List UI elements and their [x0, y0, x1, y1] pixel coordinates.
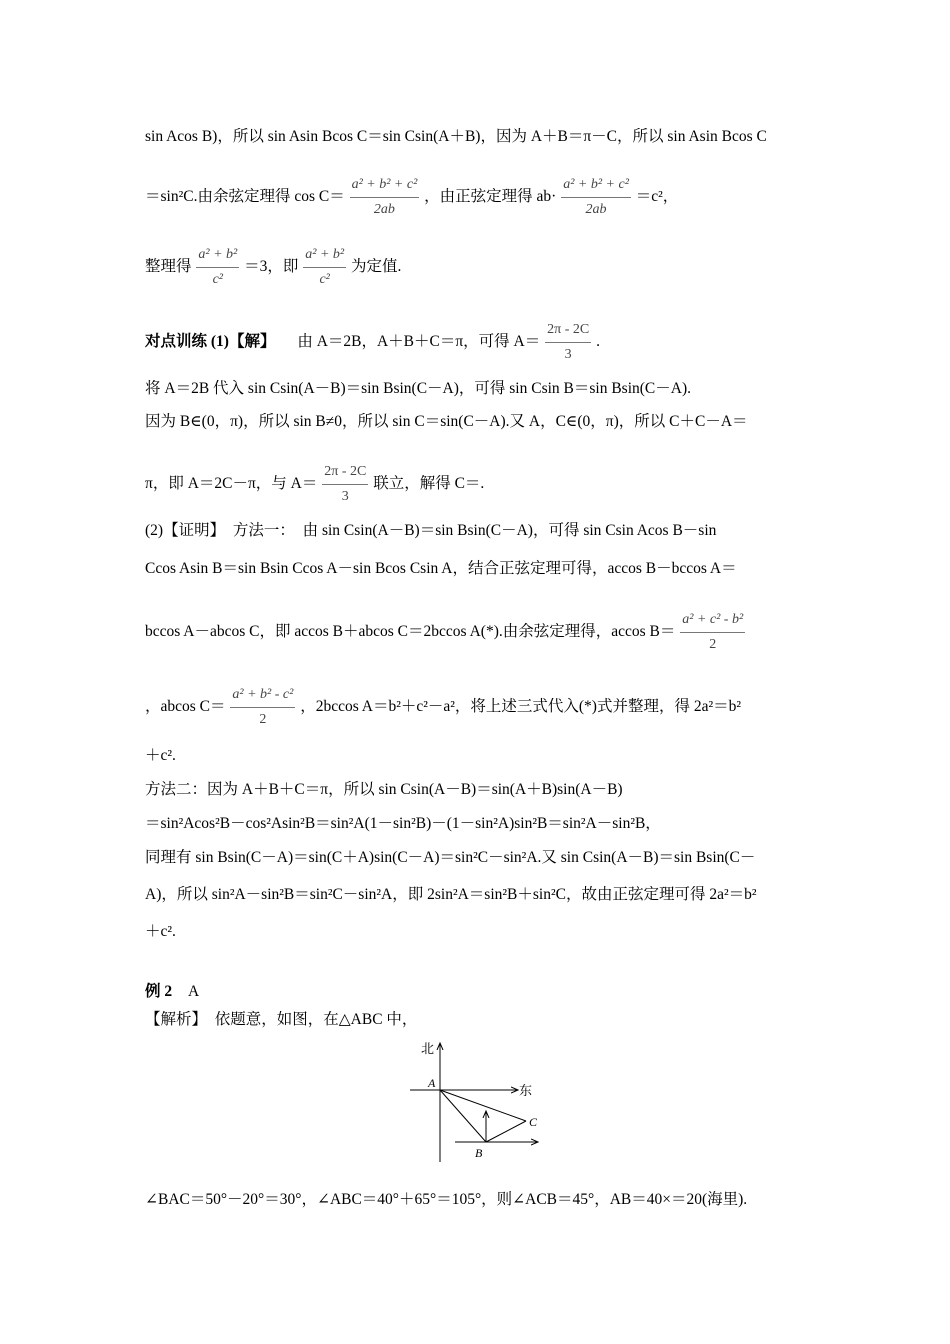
- cos-c-numerator: a² + b² + c²: [350, 175, 420, 198]
- text-line-20: [145, 1190, 747, 1210]
- line-7-part-b: 联立，解得 C＝.: [373, 475, 485, 493]
- ratio-fraction-2: [303, 245, 346, 290]
- text-line-6: [145, 412, 806, 432]
- line-17-text: ＋c².: [145, 923, 176, 940]
- text-line-12: [145, 746, 176, 766]
- ab-fraction: [561, 175, 631, 220]
- line-2-part-b: ，由正弦定理得 ab·: [424, 188, 557, 206]
- text-line-8: [145, 521, 806, 541]
- ratio-2-denominator: c²: [319, 272, 330, 287]
- text-line-1: [145, 127, 806, 147]
- point-b-label: B: [475, 1146, 483, 1160]
- line-2-part-a: ＝sin²C.由余弦定理得 cos C＝: [145, 188, 345, 206]
- navigation-figure: [400, 1035, 560, 1170]
- side-ac: [440, 1090, 526, 1121]
- a-value-fraction-1: [545, 320, 591, 365]
- line-7-part-a: π，即 A＝2C－π，与 A＝: [145, 475, 318, 493]
- a-value-2-numerator: 2π - 2C: [322, 462, 368, 485]
- example-2-heading: 例 2: [145, 983, 173, 1000]
- line-13-text: 方法二：因为 A＋B＋C＝π，所以 sin Csin(A－B)＝sin(A＋B)sin(A－B): [145, 781, 623, 798]
- text-line-7: [145, 462, 484, 507]
- example-2-answer: A: [188, 983, 200, 1000]
- a-value-1-denominator: 3: [564, 347, 572, 362]
- abcos-c-fraction: [230, 685, 295, 730]
- ab-denominator: 2ab: [585, 202, 607, 217]
- text-line-2: [145, 175, 678, 220]
- line-19-text: 【解析】 依题意，如图，在△ABC 中，: [145, 1011, 418, 1028]
- line-12-text: ＋c².: [145, 747, 176, 764]
- cos-c-denominator: 2ab: [373, 202, 395, 217]
- text-line-17: [145, 922, 176, 942]
- line-3-part-b: ＝3，即: [244, 258, 299, 276]
- text-line-16: [145, 885, 806, 905]
- east-label: 东: [519, 1083, 533, 1098]
- line-1-text: sin Acos B)，所以 sin Asin Bcos C＝sin Csin(A＋B)，因为 A＋B＝π－C，所以 sin Asin Bcos C: [145, 128, 767, 145]
- line-3-part-c: 为定值.: [350, 258, 402, 276]
- line-9-text: Ccos Asin B＝sin Bsin Ccos A－sin Bcos Csin A，结合正弦定理可得，accos B－bccos A＝: [145, 560, 737, 577]
- text-line-3: [145, 245, 401, 290]
- point-a-label: A: [428, 1076, 436, 1090]
- line-8-text: (2)【证明】 方法一： 由 sin Csin(A－B)＝sin Bsin(C－A)，可得 sin Csin Acos B－sin: [145, 522, 717, 539]
- text-line-10: [145, 610, 746, 655]
- text-line-15: [145, 848, 806, 868]
- abcos-c-denominator: 2: [259, 712, 267, 727]
- a-value-fraction-2: [322, 462, 368, 507]
- line-10-text: bccos A－abcos C，即 accos B＋abcos C＝2bccos A(*).由余弦定理得，accos B＝: [145, 623, 676, 641]
- point-c-label: C: [529, 1115, 538, 1129]
- abcos-c-numerator: a² + b² - c²: [230, 685, 295, 708]
- ratio-2-numerator: a² + b²: [303, 245, 346, 268]
- text-line-14: [145, 814, 661, 834]
- line-16-text: A)，所以 sin²A－sin²B＝sin²C－sin²A，即 2sin²A＝sin²B＋sin²C，故由正弦定理可得 2a²＝b²: [145, 886, 757, 903]
- line-3-part-a: 整理得: [145, 258, 192, 276]
- ratio-1-numerator: a² + b²: [196, 245, 239, 268]
- north-label: 北: [421, 1041, 435, 1056]
- side-bc: [486, 1121, 526, 1142]
- ratio-1-denominator: c²: [212, 272, 224, 287]
- a-value-2-denominator: 3: [341, 489, 349, 504]
- line-11-part-b: ，2bccos A＝b²＋c²－a²，将上述三式代入(*)式并整理，得 2a²＝b²: [300, 698, 742, 716]
- line-15-text: 同理有 sin Bsin(C－A)＝sin(C＋A)sin(C－A)＝sin²C－sin²A.又 sin Csin(A－B)＝sin Bsin(C－: [145, 849, 756, 866]
- text-line-5: [145, 379, 691, 399]
- text-line-9: [145, 559, 806, 579]
- section-heading-practice: 对点训练 (1)【解】: [145, 333, 276, 351]
- accos-b-numerator: a² + c² - b²: [680, 610, 745, 633]
- text-line-4: 对点训练 (1)【解】 由 A＝2B，A＋B＋C＝π，可得 A＝ $\frac{2\pi - 2C}{3}$ .: [145, 320, 600, 365]
- line-5-text: 将 A＝2B 代入 sin Csin(A－B)＝sin Bsin(C－A)，可得 sin Csin B＝sin Bsin(C－A).: [145, 380, 691, 397]
- line-6-text: 因为 B∈(0，π)，所以 sin B≠0，所以 sin C＝sin(C－A).又 A，C∈(0，π)，所以 C＋C－A＝: [145, 413, 748, 430]
- line-11-part-a: ，abcos C＝: [145, 698, 226, 716]
- line-4-part-b: 由 A＝2B，A＋B＋C＝π，可得 A＝: [297, 333, 541, 351]
- a-value-1-numerator: 2π - 2C: [545, 320, 591, 343]
- text-line-19: [145, 1010, 417, 1030]
- text-line-13: [145, 780, 623, 800]
- line-20-text: ∠BAC＝50°－20°＝30°，∠ABC＝40°＋65°＝105°，则∠ACB＝45°，AB＝40×＝20(海里).: [145, 1191, 748, 1208]
- text-line-11: [145, 685, 741, 730]
- cos-c-fraction: [350, 175, 420, 220]
- line-14-text: ＝sin²Acos²B－cos²Asin²B＝sin²A(1－sin²B)－(1－sin²A)sin²B＝sin²A－sin²B，: [145, 815, 661, 832]
- ratio-fraction-1: [196, 245, 239, 290]
- accos-b-denominator: 2: [709, 637, 717, 652]
- ab-numerator: a² + b² + c²: [561, 175, 631, 198]
- text-line-18: [145, 982, 199, 1002]
- accos-b-fraction: [680, 610, 745, 655]
- line-2-part-c: ＝c²，: [635, 188, 679, 206]
